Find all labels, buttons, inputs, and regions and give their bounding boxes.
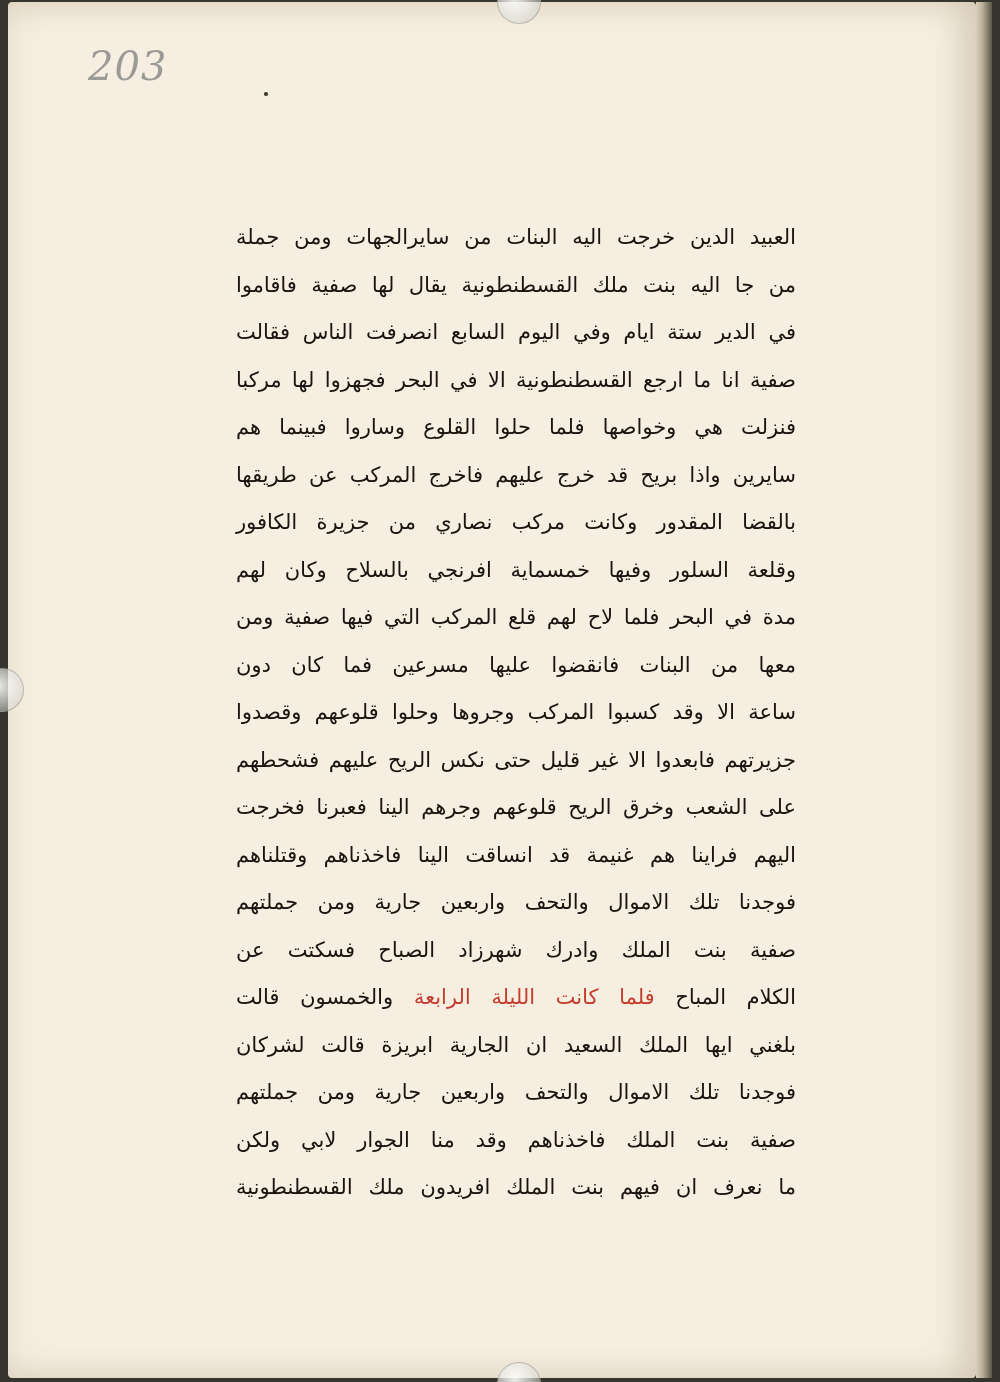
text-segment: بلغني ايها الملك السعيد ان الجارية ابريزة قالت لشركان — [236, 1032, 796, 1057]
text-segment: اليهم فراينا هم غنيمة قد انساقت الينا فاخذناهم وقتلناهم — [236, 842, 796, 867]
text-line — [236, 404, 796, 452]
text-line — [236, 879, 796, 927]
text-segment: في الدير ستة ايام وفي اليوم السابع انصرفت الناس فقالت — [236, 320, 796, 344]
text-line — [236, 357, 796, 405]
text-line — [236, 452, 796, 500]
text-line — [236, 832, 796, 880]
text-segment: على الشعب وخرق الريح قلوعهم وجرهم الينا فعبرنا فخرجت — [236, 795, 796, 819]
text-segment: صفية انا ما ارجع القسطنطونية الا في البحر فجهزوا لها مركبا — [236, 367, 796, 392]
text-segment: ساعة الا وقد كسبوا المركب وجروها وحلوا قلوعهم وقصدوا — [236, 700, 796, 724]
text-segment: الكلام المباح — [675, 985, 797, 1009]
text-line — [236, 642, 796, 690]
text-line — [236, 1022, 796, 1070]
text-segment: ما نعرف ان فيهم بنت الملك افريدون ملك القسطنطونية — [236, 1175, 796, 1199]
text-segment: معها من البنات فانقضوا عليها مسرعين فما كان دون — [236, 652, 796, 677]
text-segment: العبيد الدين خرجت اليه البنات من سايرالجهات ومن جملة — [236, 225, 796, 249]
manuscript-page — [8, 2, 976, 1378]
text-segment: سايرين واذا بريح قد خرج عليهم فاخرج المركب عن طريقها — [236, 462, 796, 487]
folio-number: 203 — [88, 44, 168, 90]
text-line — [236, 737, 796, 785]
text-line — [236, 594, 796, 642]
text-segment: وقلعة السلور وفيها خمسماية افرنجي بالسلاح وكان لهم — [236, 557, 796, 582]
text-line — [236, 214, 796, 262]
text-segment: فوجدنا تلك الاموال والتحف واربعين جارية ومن جملتهم — [236, 890, 796, 914]
ink-spot — [264, 92, 268, 96]
text-segment: بالقضا المقدور وكانت مركب نصاري من جزيرة الكافور — [236, 510, 796, 534]
text-line — [236, 1117, 796, 1165]
text-line — [236, 689, 796, 737]
text-line — [236, 262, 796, 310]
text-line — [236, 784, 796, 832]
text-segment: صفية بنت الملك وادرك شهرزاد الصباح فسكتت عن — [236, 937, 796, 962]
text-segment: جزيرتهم فابعدوا الا غير قليل حتى نكس الريح عليهم فشحطهم — [236, 747, 796, 772]
text-segment: فنزلت هي وخواصها فلما حلوا القلوع وساروا فبينما هم — [236, 415, 796, 439]
text-line — [236, 974, 796, 1022]
text-line — [236, 309, 796, 357]
page-edge — [976, 2, 992, 1378]
manuscript-text — [236, 214, 796, 1212]
text-segment: والخمسون قالت — [236, 985, 394, 1009]
text-line — [236, 1164, 796, 1212]
text-line — [236, 499, 796, 547]
rubric-heading: فلما كانت الليلة الرابعة — [413, 985, 655, 1009]
text-line — [236, 927, 796, 975]
text-segment: مدة في البحر فلما لاح لهم قلع المركب التي فيها صفية ومن — [236, 605, 796, 629]
text-segment: فوجدنا تلك الاموال والتحف واربعين جارية ومن جملتهم — [236, 1080, 796, 1104]
text-segment: صفية بنت الملك فاخذناهم وقد منا الجوار لابي ولكن — [236, 1127, 796, 1152]
text-line — [236, 547, 796, 595]
text-line — [236, 1069, 796, 1117]
text-segment: من جا اليه بنت ملك القسطنطونية يقال لها صفية فاقاموا — [236, 272, 796, 297]
